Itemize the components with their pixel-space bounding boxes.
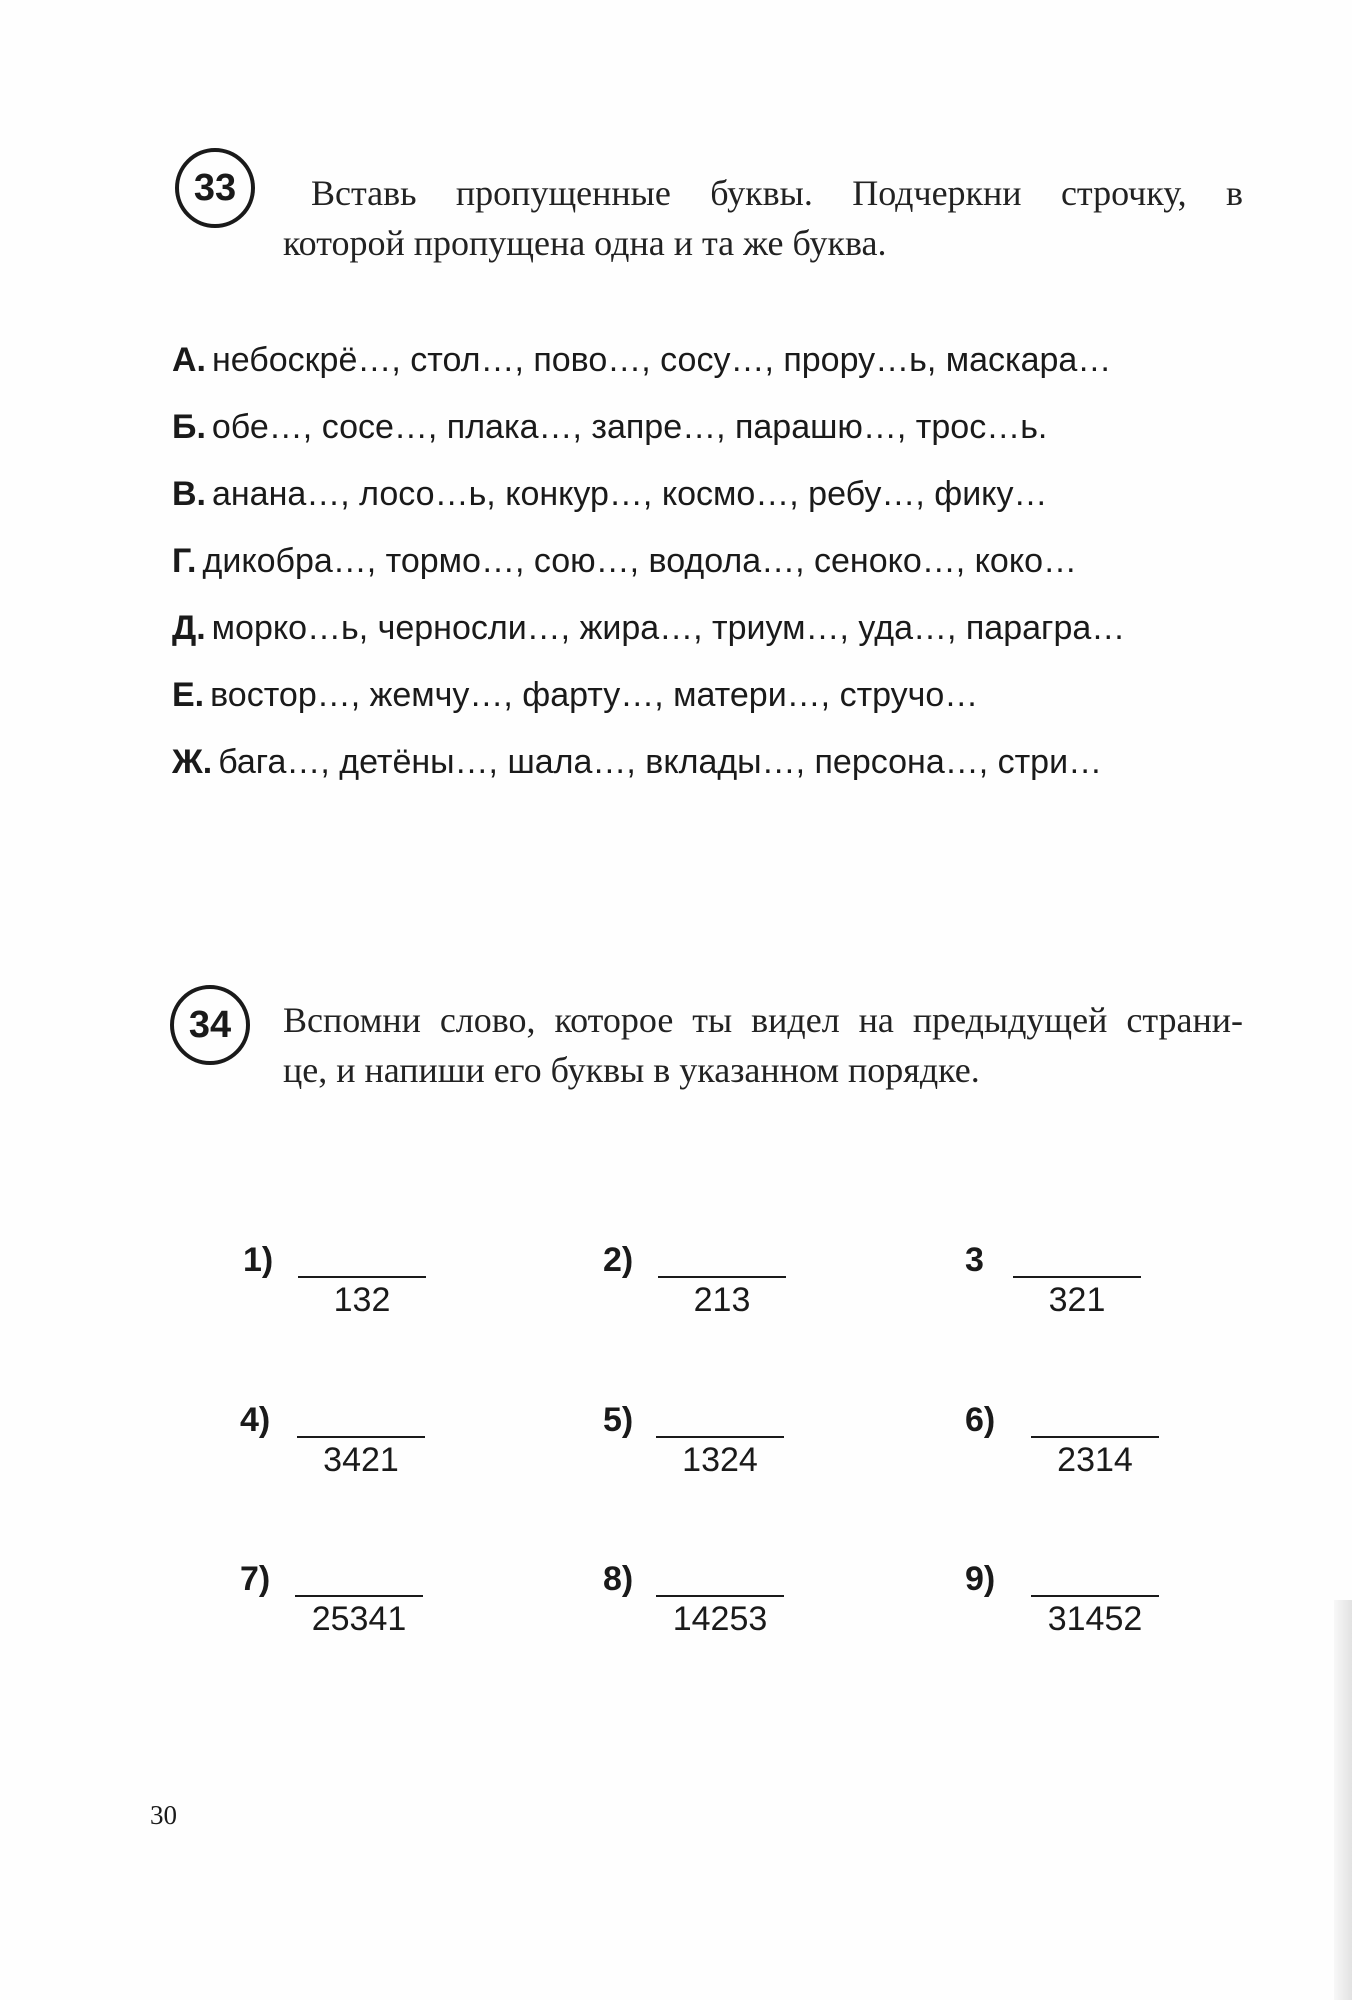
answer-label: 6) — [965, 1401, 996, 1439]
option-a[interactable] — [172, 332, 1272, 399]
page-edge-shadow — [1334, 1600, 1352, 2000]
option-text: бага…, детёны…, шала…, вклады…, персона…, стри… — [218, 743, 1103, 781]
answer-label: 1) — [243, 1241, 274, 1279]
option-v[interactable] — [172, 466, 1272, 533]
task-33-options — [172, 332, 1272, 801]
answer-blank-line[interactable] — [656, 1595, 784, 1597]
option-letter: Б. — [172, 408, 206, 446]
option-letter: Д. — [172, 609, 206, 647]
answer-order: 14253 — [672, 1600, 768, 1638]
answer-order: 2314 — [1057, 1441, 1133, 1479]
answer-item-9 — [965, 1557, 1205, 1647]
option-b[interactable] — [172, 399, 1272, 466]
option-e[interactable] — [172, 667, 1272, 734]
task-33-instruction-line-1: Вставь пропущенные буквы. Подчеркни строчку, в — [311, 173, 1243, 213]
option-letter: А. — [172, 341, 206, 379]
answer-item-7 — [240, 1557, 480, 1647]
task-34-number — [170, 985, 250, 1065]
option-d[interactable] — [172, 600, 1272, 667]
option-zh[interactable] — [172, 734, 1272, 801]
option-g[interactable] — [172, 533, 1272, 600]
task-34-instruction-line-2: це, и напиши его буквы в указанном порядке. — [283, 1050, 980, 1090]
option-text: дикобра…, тормо…, сою…, водола…, сеноко…, коко… — [202, 542, 1078, 580]
answer-item-1 — [243, 1238, 483, 1328]
option-letter: Г. — [172, 542, 197, 580]
option-letter: Е. — [172, 676, 205, 714]
answer-order: 132 — [333, 1281, 391, 1319]
answer-label: 7) — [240, 1560, 271, 1598]
option-text: востор…, жемчу…, фарту…, матери…, стручо… — [210, 676, 979, 714]
answer-blank-line[interactable] — [297, 1436, 425, 1438]
answer-order: 3421 — [323, 1441, 399, 1479]
answer-blank-line[interactable] — [656, 1436, 784, 1438]
answer-label: 4) — [240, 1401, 271, 1439]
answer-blank-line[interactable] — [1031, 1436, 1159, 1438]
task-34-instruction-line-1: Вспомни слово, которое ты видел на предыдущей страни- — [283, 1000, 1243, 1040]
option-text: небоскрё…, стол…, пово…, сосу…, прору…ь, маскара… — [212, 341, 1112, 379]
task-33-number-text: 33 — [193, 166, 237, 209]
answer-item-8 — [603, 1557, 843, 1647]
answer-label: 2) — [603, 1241, 634, 1279]
task-33-instruction — [283, 168, 1243, 268]
answer-order: 213 — [693, 1281, 751, 1319]
answer-label: 3 — [965, 1241, 984, 1279]
answer-order: 321 — [1048, 1281, 1106, 1319]
answer-label: 9) — [965, 1560, 996, 1598]
option-text: морко…ь, черносли…, жира…, триум…, уда…, парагра… — [211, 609, 1126, 647]
answer-order: 1324 — [682, 1441, 758, 1479]
task-33-instruction-line-2: которой пропущена одна и та же буква. — [283, 223, 887, 263]
task-34-instruction — [283, 995, 1243, 1095]
answer-label: 5) — [603, 1401, 634, 1439]
answer-item-5 — [603, 1398, 843, 1488]
option-letter: В. — [172, 475, 206, 513]
option-letter: Ж. — [172, 743, 213, 781]
task-34-number-text: 34 — [188, 1003, 232, 1046]
answer-item-6 — [965, 1398, 1205, 1488]
task-33-number — [175, 148, 255, 228]
option-text: анана…, лосо…ь, конкур…, космо…, ребу…, фику… — [212, 475, 1048, 513]
option-text: обе…, сосе…, плака…, запре…, парашю…, трос…ь. — [211, 408, 1048, 446]
answer-label: 8) — [603, 1560, 634, 1598]
answer-order: 25341 — [311, 1600, 407, 1638]
answer-item-4 — [240, 1398, 480, 1488]
answer-blank-line[interactable] — [1013, 1276, 1141, 1278]
answer-item-3 — [965, 1238, 1205, 1328]
answer-blank-line[interactable] — [295, 1595, 423, 1597]
answer-blank-line[interactable] — [298, 1276, 426, 1278]
answer-blank-line[interactable] — [1031, 1595, 1159, 1597]
answer-order: 31452 — [1047, 1600, 1143, 1638]
answer-item-2 — [603, 1238, 843, 1328]
page-number: 30 — [150, 1800, 177, 1830]
answer-blank-line[interactable] — [658, 1276, 786, 1278]
